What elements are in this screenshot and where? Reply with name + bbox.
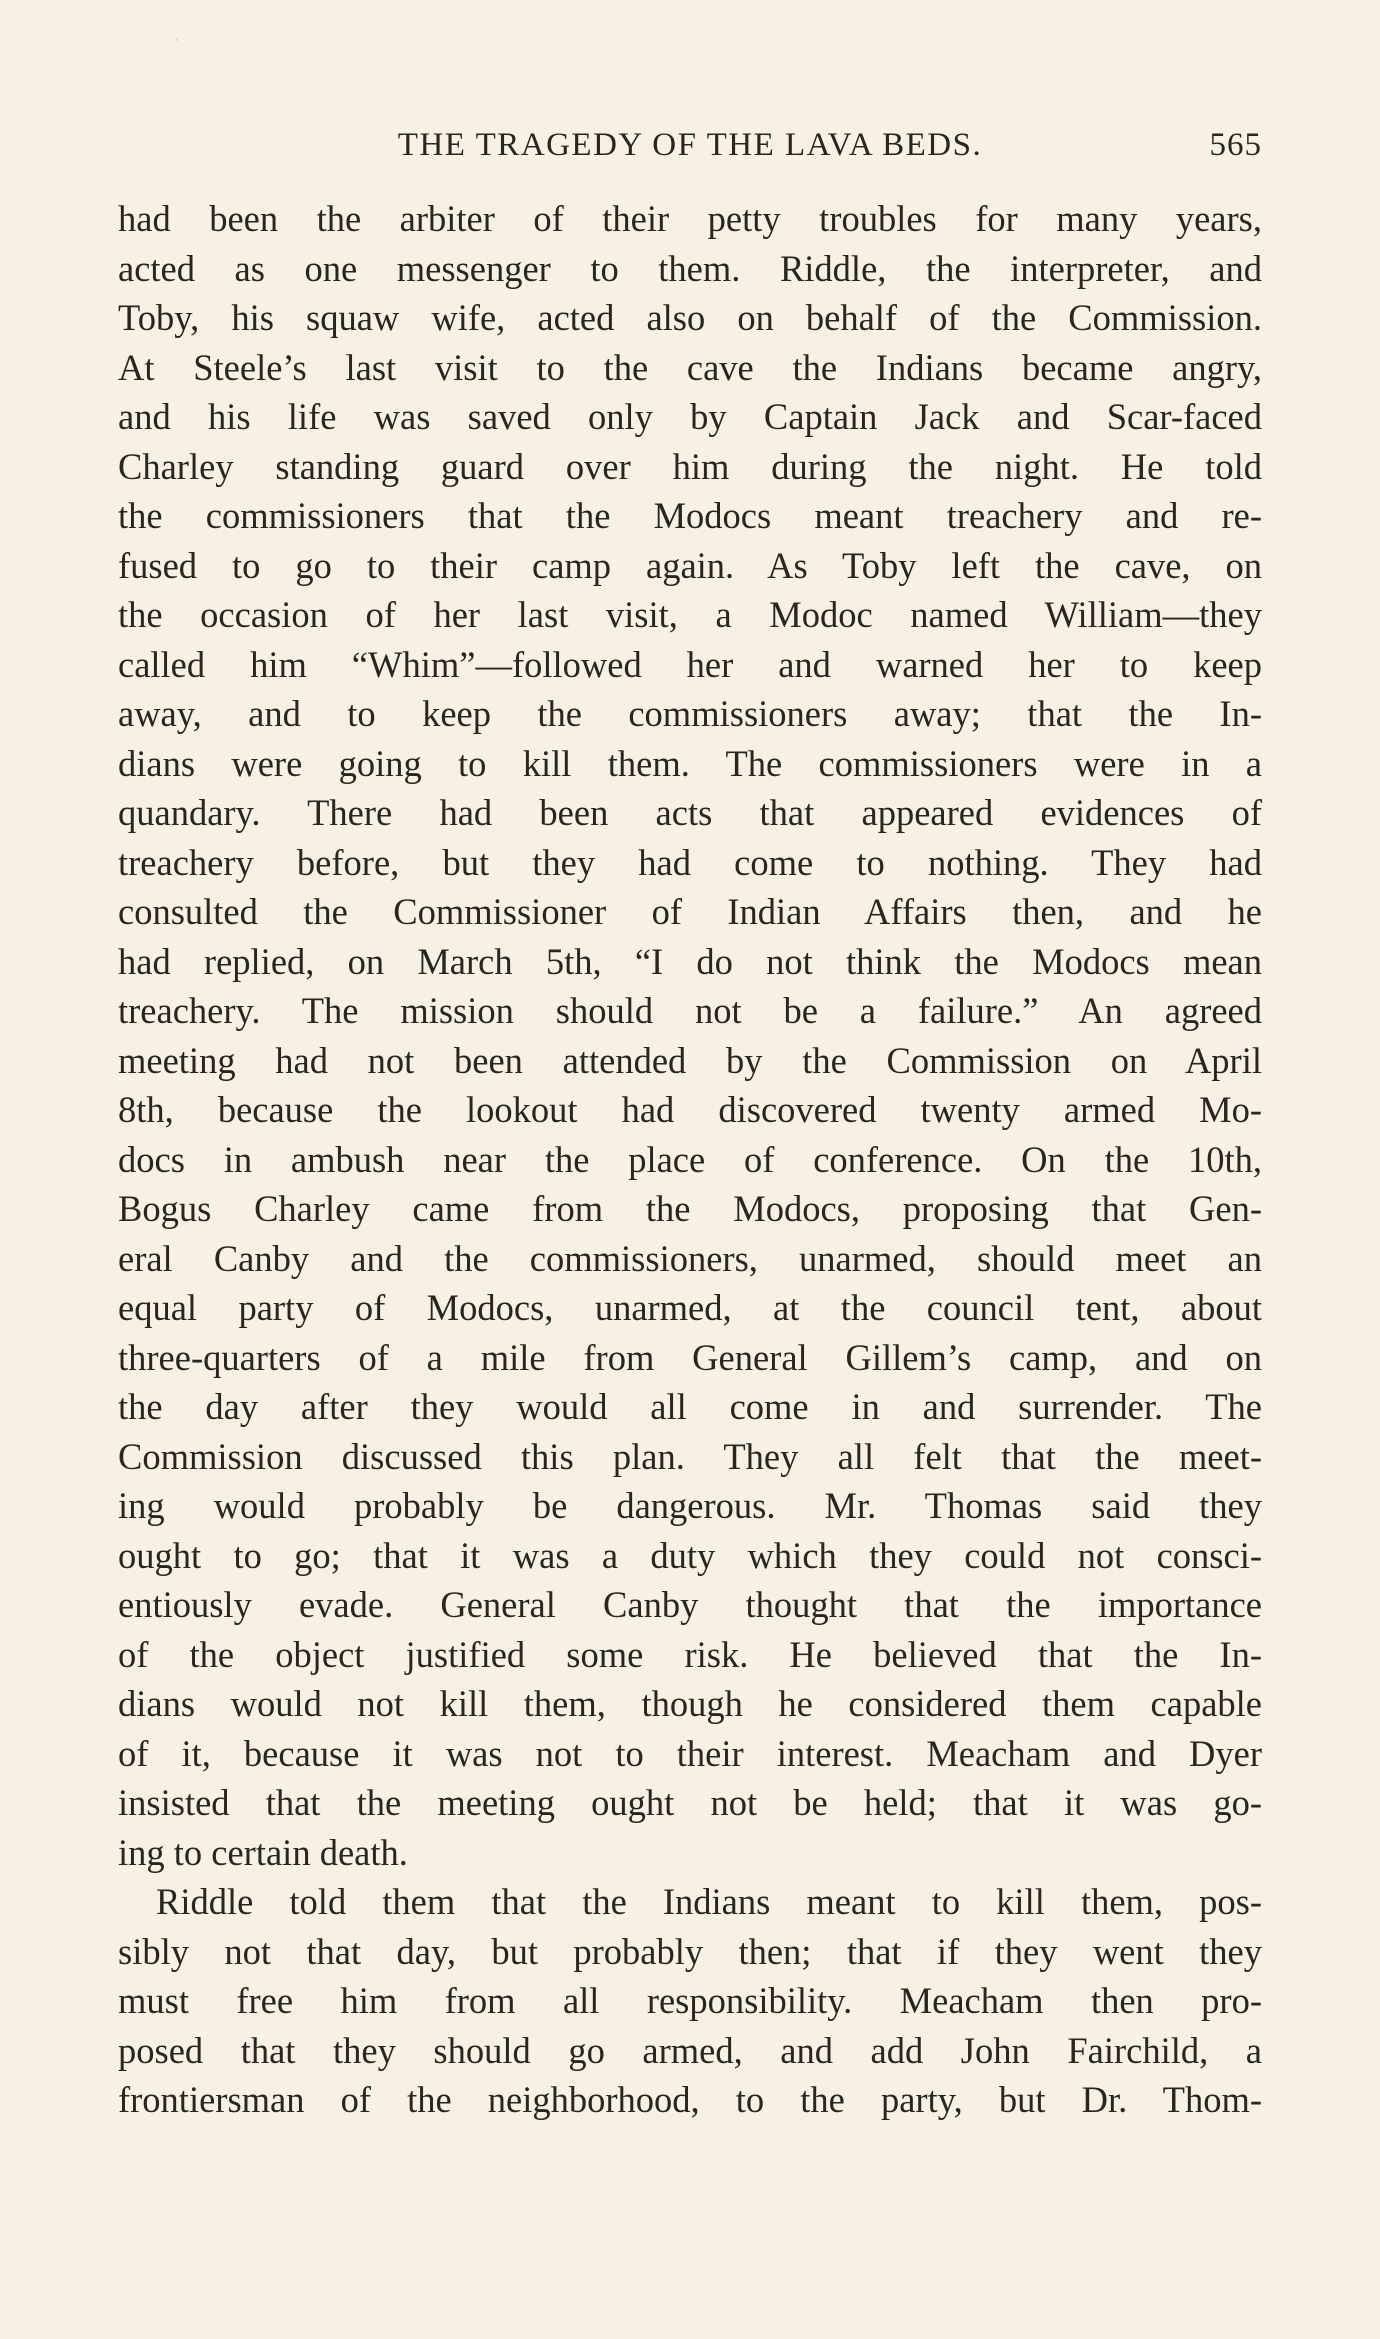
text-line: Charley standing guard over him during the night. He told [118, 445, 1262, 487]
text-line: had replied, on March 5th, “I do not think the Modocs mean [118, 940, 1262, 982]
text-line: 8th, because the lookout had discovered twenty armed Mo- [118, 1089, 1262, 1130]
text-line: equal party of Modocs, unarmed, at the council tent, about [118, 1287, 1262, 1328]
text-line: had been the arbiter of their petty troubles for many years, [118, 198, 1262, 239]
text-line: of the object justified some risk. He believed that the In- [118, 1633, 1262, 1675]
text-line: treachery before, but they had come to nothing. They had [118, 841, 1262, 883]
text-line: docs in ambush near the place of conference. On the 10th, [118, 1138, 1262, 1180]
text-line: Commission discussed this plan. They all felt that the meet- [118, 1435, 1262, 1477]
running-title: THE TRAGEDY OF THE LAVA BEDS. [397, 127, 983, 163]
text-line: ought to go; that it was a duty which they could not consci- [118, 1534, 1262, 1576]
text-line: the day after they would all come in and surrender. The [118, 1386, 1262, 1427]
text-line: the occasion of her last visit, a Modoc named William—they [118, 594, 1262, 635]
text-line: treachery. The mission should not be a failure.” An agreed [118, 990, 1262, 1031]
text-line: acted as one messenger to them. Riddle, the interpreter, and [118, 247, 1262, 289]
text-line: away, and to keep the commissioners away; that the In- [118, 693, 1262, 734]
text-line: consulted the Commissioner of Indian Affairs then, and he [118, 891, 1262, 932]
text-line: Bogus Charley came from the Modocs, proposing that Gen- [118, 1188, 1262, 1229]
text-line: meeting had not been attended by the Commission on April [118, 1039, 1262, 1081]
text-line: sibly not that day, but probably then; that if they went they [118, 1930, 1262, 1972]
text-line: At Steele’s last visit to the cave the Indians became angry, [118, 346, 1262, 388]
text-line: eral Canby and the commissioners, unarmed, should meet an [118, 1237, 1262, 1279]
text-line: ing would probably be dangerous. Mr. Thomas said they [118, 1485, 1262, 1526]
text-line: posed that they should go armed, and add John Fairchild, a [118, 2029, 1262, 2071]
text-line: the commissioners that the Modocs meant treachery and re- [118, 495, 1262, 536]
paragraph-end-line: ing to certain death. [118, 1831, 408, 1873]
text-line: Toby, his squaw wife, acted also on behalf of the Commission. [118, 297, 1262, 338]
text-line: dians would not kill them, though he considered them capable [118, 1683, 1262, 1724]
text-line: frontiersman of the neighborhood, to the party, but Dr. Thom- [118, 2079, 1262, 2120]
text-line: called him “Whim”—followed her and warned her to keep [118, 643, 1262, 685]
text-line: three-quarters of a mile from General Gillem’s camp, and on [118, 1336, 1262, 1378]
text-line: of it, because it was not to their interest. Meacham and Dyer [118, 1732, 1262, 1774]
text-line: insisted that the meeting ought not be held; that it was go- [118, 1782, 1262, 1823]
text-line: must free him from all responsibility. Meacham then pro- [118, 1980, 1262, 2021]
text-line: quandary. There had been acts that appeared evidences of [118, 792, 1262, 833]
text-line: dians were going to kill them. The commissioners were in a [118, 742, 1262, 784]
page-number: 565 [1209, 127, 1262, 163]
text-line: entiously evade. General Canby thought that the importance [118, 1584, 1262, 1625]
paragraph-start-line: Riddle told them that the Indians meant to kill them, pos- [156, 1881, 1262, 1922]
paper-speck-mark: ʹ [176, 35, 179, 49]
text-line: and his life was saved only by Captain Jack and Scar-faced [118, 396, 1262, 437]
text-line: fused to go to their camp again. As Toby left the cave, on [118, 544, 1262, 586]
body-text [118, 194, 1262, 2125]
running-header [118, 125, 1262, 165]
